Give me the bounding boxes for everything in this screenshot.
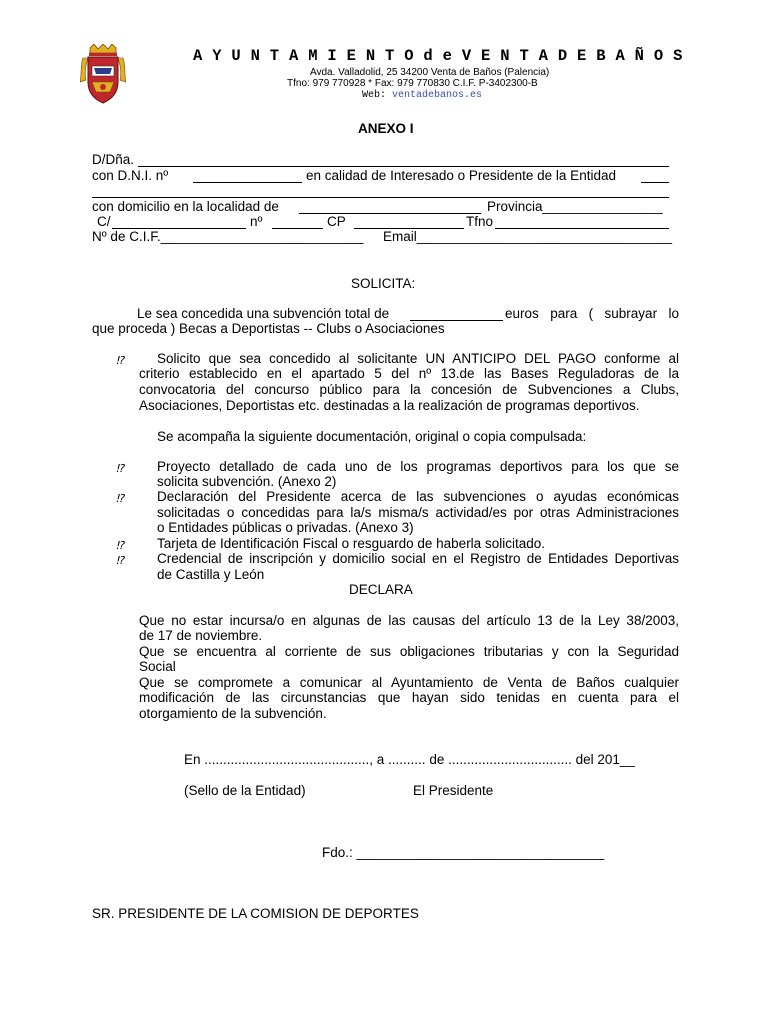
dona-field[interactable] (138, 166, 669, 167)
presidente-label: El Presidente (413, 783, 494, 798)
address-line: Avda. Valladolid, 25 34200 Venta de Baños (Palencia) (310, 67, 550, 78)
web-label: Web: (362, 90, 387, 101)
doc-1-line-2: solicita subvención. (Anexo 2) (157, 474, 337, 489)
solicita-heading: SOLICITA: (351, 276, 416, 291)
calidad-field[interactable] (641, 182, 669, 183)
calidad-label: en calidad de Interesado o Presidente de la Entidad (306, 168, 616, 183)
doc-2-line-3: o Entidades públicas o privadas. (Anexo 3) (157, 520, 414, 535)
sello-label: (Sello de la Entidad) (184, 783, 306, 798)
checkbox-bullet-icon[interactable]: ⁉ (116, 540, 125, 552)
doc-4-line-1: Credencial de inscripción y domicilio social en el Registro de Entidades Deportivas (157, 551, 679, 566)
cp-label: CP (327, 214, 346, 229)
phone-line: Tfno: 979 770928 * Fax: 979 770830 C.I.F. P-3402300-B (287, 78, 538, 89)
checkbox-bullet-icon[interactable]: ⁉ (116, 463, 125, 475)
municipality-title: A Y U N T A M I E N T O d e V E N T A D E B A Ñ O S (193, 47, 683, 65)
request-text-a: Le sea concedida una subvención total de (137, 306, 390, 321)
doc-1-line-1: Proyecto detallado de cada uno de los programas deportivos para los que se (157, 459, 679, 474)
annex-title: ANEXO I (358, 121, 414, 136)
domicilio-label: con domicilio en la localidad de (92, 199, 279, 214)
dni-label: con D.N.I. nº (92, 168, 169, 183)
docs-intro: Se acompaña la siguiente documentación, original o copia compulsada: (157, 429, 587, 444)
calle-label: C/ (97, 214, 111, 229)
declara-heading: DECLARA (349, 582, 413, 597)
request-text-line2: que proceda ) Becas a Deportistas -- Clubs o Asociaciones (92, 321, 445, 336)
dni-field[interactable] (193, 182, 302, 183)
anticipo-line-1: Solicito que sea concedido al solicitante UN ANTICIPO DEL PAGO conforme al (157, 351, 679, 366)
declara-line-3: Que se encuentra al corriente de sus obligaciones tributarias y con la Seguridad (139, 644, 679, 659)
doc-4-line-2: de Castilla y León (157, 567, 265, 582)
anticipo-line-2: criterio establecido en el apartado 5 del nº 13.de las Bases Reguladoras de la (139, 366, 679, 381)
doc-2-line-1: Declaración del Presidente acerca de las subvenciones o ayudas económicas (157, 489, 679, 504)
declara-line-2: de 17 de noviembre. (139, 628, 263, 643)
web-link[interactable]: ventadebanos.es (392, 90, 483, 101)
declara-line-6: modificación de las circunstancias que hayan sido tenidas en cuenta para el (139, 690, 679, 705)
checkbox-bullet-icon[interactable]: ⁉ (116, 493, 125, 505)
tfno-label: Tfno (466, 214, 494, 229)
doc-2-line-2: solicitadas o concedidas para la/s misma/s actividad/es por otras Administraciones (157, 505, 679, 520)
declara-line-5: Que se compromete a comunicar al Ayuntamiento de Venta de Baños cualquier (139, 675, 679, 690)
declara-line-1: Que no estar incursa/o en algunas de las causas del artículo 13 de la Ley 38/2003, (139, 613, 679, 628)
request-text-b: euros para ( subrayar lo (505, 306, 679, 321)
provincia-label: Provincia________________ (487, 199, 663, 214)
cif-field[interactable]: Nº de C.I.F.___________________________ (92, 229, 364, 244)
numero-label: nº (250, 214, 263, 229)
addressee-footer: SR. PRESIDENTE DE LA COMISION DE DEPORTES (92, 906, 419, 921)
web-line (362, 90, 482, 101)
anticipo-line-4: Asociaciones, Deportistas etc. destinadas a la realización de programas deportivos. (139, 398, 640, 413)
coat-of-arms-icon (80, 44, 126, 106)
signature-field[interactable]: Fdo.: _________________________________ (322, 845, 605, 860)
declara-line-7: otorgamiento de la subvención. (139, 706, 327, 721)
place-date-line[interactable]: En ............................................, a .......... de ................................. del 201__ (184, 752, 635, 767)
email-field[interactable]: Email__________________________________ (383, 229, 673, 244)
anticipo-line-3: convocatoria del concurso público para la concesión de Subvenciones a Clubs, (139, 382, 679, 397)
dona-label: D/Dña. (92, 152, 135, 167)
checkbox-bullet-icon[interactable]: ⁉ (116, 355, 125, 367)
entity-field[interactable] (92, 197, 669, 198)
checkbox-bullet-icon[interactable]: ⁉ (116, 555, 125, 567)
declara-line-4: Social (139, 659, 176, 674)
doc-3-line-1: Tarjeta de Identificación Fiscal o resguardo de haberla solicitado. (157, 536, 545, 551)
